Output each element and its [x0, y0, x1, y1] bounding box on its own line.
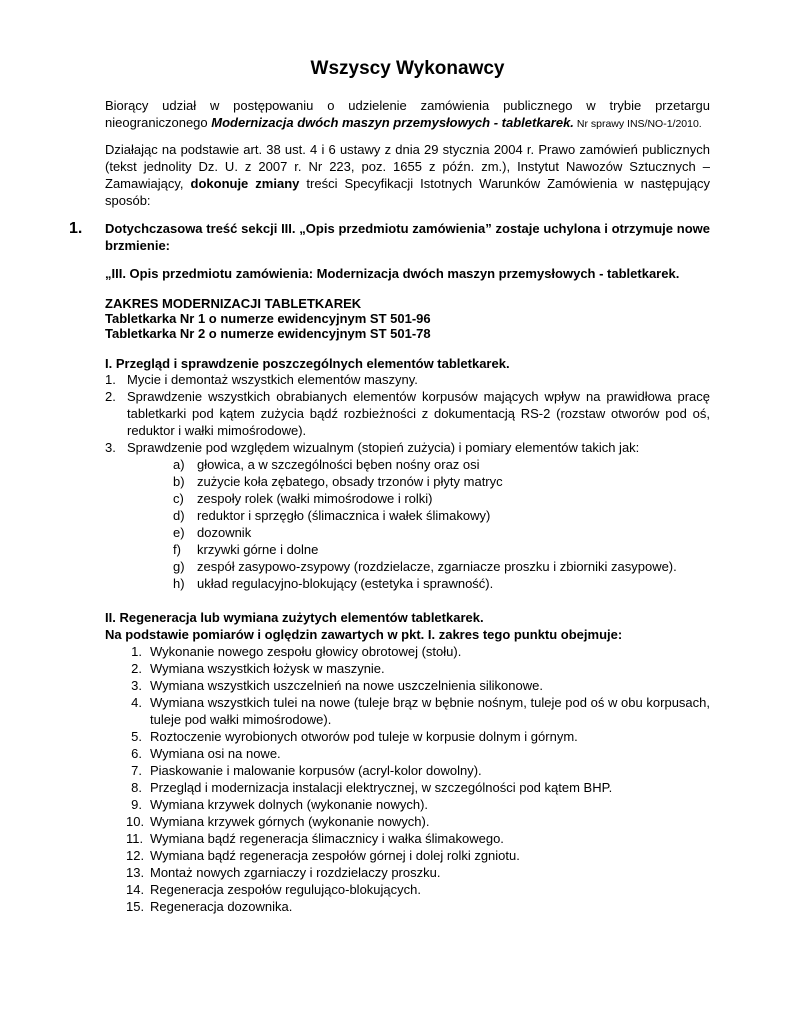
list-item	[105, 643, 710, 660]
list-item	[105, 847, 710, 864]
part2-list	[105, 643, 710, 915]
list-item	[105, 439, 710, 456]
item-text: Wymiana krzywek dolnych (wykonanie nowych).	[150, 797, 429, 812]
scope-title: ZAKRES MODERNIZACJI TABLETKAREK	[105, 296, 362, 311]
part2-subheading: Na podstawie pomiarów i oględzin zawartych w pkt. I. zakres tego punktu obejmuje:	[105, 627, 623, 642]
item-text: Regeneracja dozownika.	[150, 899, 293, 914]
item-number: 8.	[131, 780, 142, 795]
item-text: Wymiana bądź regeneracja ślimacznicy i wałka ślimakowego.	[150, 831, 504, 846]
item-text: Wymiana bądź regeneracja zespołów górnej i dolej rolki zgniotu.	[150, 848, 520, 863]
item-text: Sprawdzenie pod względem wizualnym (stopień zużycia) i pomiary elementów takich jak:	[127, 440, 640, 455]
changes-emphasis: dokonuje zmiany	[190, 176, 300, 191]
item-number: 9.	[131, 797, 142, 812]
list-item	[105, 762, 710, 779]
quote-title: „III. Opis przedmiotu zamówienia: Modernizacja dwóch maszyn przemysłowych - tabletkarek.	[105, 266, 680, 281]
item-text: Wymiana wszystkich tulei na nowe (tuleje brąz w bębnie nośnym, tuleje pod oś w obu korpusach, tuleje pod wałki mimośrodowe).	[150, 695, 710, 727]
item-text: głowica, a w szczególności bęben nośny oraz osi	[197, 457, 480, 472]
item-letter: f)	[173, 542, 181, 557]
document-title: Wszyscy Wykonawcy	[310, 58, 505, 79]
item-number: 4.	[131, 695, 142, 710]
section-heading: Dotychczasowa treść sekcji III. „Opis przedmiotu zamówienia” zostaje uchylona i otrzymuje nowe brzmienie:	[105, 221, 710, 253]
item-text: Wykonanie nowego zespołu głowicy obrotowej (stołu).	[150, 644, 462, 659]
item-letter: d)	[173, 508, 185, 523]
list-item	[105, 575, 710, 592]
item-letter: h)	[173, 576, 185, 591]
item-text: Piaskowanie i malowanie korpusów (acryl-kolor dowolny).	[150, 763, 482, 778]
list-item	[105, 813, 710, 830]
item-number: 12.	[126, 848, 145, 863]
list-item	[105, 558, 710, 575]
item-number: 1.	[105, 372, 116, 387]
item-letter: e)	[173, 525, 185, 540]
list-item	[105, 694, 710, 728]
item-text: Mycie i demontaż wszystkich elementów maszyny.	[127, 372, 418, 387]
scope-line-1: Tabletkarka Nr 1 o numerze ewidencyjnym ST 501-96	[105, 311, 431, 326]
item-number: 2.	[131, 661, 142, 676]
item-number: 14.	[126, 882, 145, 897]
list-item	[105, 507, 710, 524]
list-item	[105, 796, 710, 813]
item-text: reduktor i sprzęgło (ślimacznica i wałek ślimakowy)	[197, 508, 491, 523]
legal-basis-ending: treści Specyfikacji Istotnych Warunków Zamówienia w następujący sposób:	[105, 176, 710, 208]
item-letter: a)	[173, 457, 185, 472]
list-item	[105, 881, 710, 898]
list-item	[105, 490, 710, 507]
intro-paragraph	[105, 97, 710, 133]
list-item	[105, 541, 710, 558]
item-letter: b)	[173, 474, 185, 489]
item-text: Montaż nowych zgarniaczy i rozdzielaczy proszku.	[150, 865, 441, 880]
list-item	[105, 524, 710, 541]
item-letter: g)	[173, 559, 185, 574]
list-item	[105, 388, 710, 439]
case-number: Nr sprawy INS/NO-1/2010.	[573, 118, 702, 130]
list-item	[105, 660, 710, 677]
item-text: Roztoczenie wyrobionych otworów pod tuleje w korpusie dolnym i górnym.	[150, 729, 578, 744]
list-item	[105, 779, 710, 796]
item-number: 3.	[131, 678, 142, 693]
item-text: zużycie koła zębatego, obsady trzonów i płyty matryc	[197, 474, 503, 489]
item-number: 7.	[131, 763, 142, 778]
section-number: 1.	[69, 220, 83, 237]
item-text: Wymiana wszystkich uszczelnień na nowe uszczelnienia silikonowe.	[150, 678, 543, 693]
part1-list	[105, 371, 710, 456]
list-item	[105, 728, 710, 745]
item-text: krzywki górne i dolne	[197, 542, 319, 557]
item-text: Przegląd i modernizacja instalacji elektrycznej, w szczególności pod kątem BHP.	[150, 780, 613, 795]
list-item	[105, 371, 710, 388]
contract-name: Modernizacja dwóch maszyn przemysłowych - tabletkarek.	[211, 115, 574, 130]
item-text: zespoły rolek (wałki mimośrodowe i rolki)	[197, 491, 433, 506]
item-text: zespół zasypowo-zsypowy (rozdzielacze, zgarniacze proszku i zbiorniki zasypowe).	[197, 559, 677, 574]
item-number: 11.	[126, 831, 144, 846]
item-text: Regeneracja zespołów regulująco-blokujących.	[150, 882, 421, 897]
item-number: 3.	[105, 440, 116, 455]
list-item	[105, 677, 710, 694]
item-letter: c)	[173, 491, 184, 506]
list-item	[105, 473, 710, 490]
list-item	[105, 745, 710, 762]
part2-heading: II. Regeneracja lub wymiana zużytych elementów tabletkarek.	[105, 610, 484, 625]
intro-text: Biorący udział w postępowaniu o udzielenie zamówienia publicznego w trybie przetargu nieograniczonego	[105, 98, 710, 130]
item-text: Wymiana krzywek górnych (wykonanie nowych).	[150, 814, 430, 829]
item-number: 13.	[126, 865, 145, 880]
item-number: 15.	[126, 899, 145, 914]
part1-sublist	[105, 456, 710, 592]
item-text: dozownik	[197, 525, 252, 540]
item-number: 5.	[131, 729, 142, 744]
item-text: Sprawdzenie wszystkich obrabianych elementów korpusów mających wpływ na prawidłowa pracę tabletkarki pod kątem zużycia bądź rozbieżności z dokumentacją RS-2 (rozstaw otworów pod oś, reduktor i wałki mimośrodowe).	[127, 389, 710, 438]
item-number: 1.	[131, 644, 142, 659]
legal-basis-paragraph	[105, 141, 710, 209]
item-text: Wymiana osi na nowe.	[150, 746, 281, 761]
item-text: układ regulacyjno-blokujący (estetyka i sprawność).	[197, 576, 494, 591]
part1-heading: I. Przegląd i sprawdzenie poszczególnych elementów tabletkarek.	[105, 356, 510, 371]
list-item	[105, 898, 710, 915]
list-item	[105, 864, 710, 881]
item-number: 6.	[131, 746, 142, 761]
list-item	[105, 830, 710, 847]
scope-line-2: Tabletkarka Nr 2 o numerze ewidencyjnym ST 501-78	[105, 326, 431, 341]
list-item	[105, 456, 710, 473]
item-number: 2.	[105, 389, 116, 404]
item-number: 10.	[126, 814, 145, 829]
item-text: Wymiana wszystkich łożysk w maszynie.	[150, 661, 385, 676]
legal-basis-text: Działając na podstawie art. 38 ust. 4 i 6 ustawy z dnia 29 stycznia 2004 r. Prawo zamówień publicznych (tekst jednolity Dz. U. z 2007 r. Nr 223, poz. 1655 z późn. zm.), Instytut Nawozów Sztucznych – Zamawiający,	[105, 142, 710, 191]
